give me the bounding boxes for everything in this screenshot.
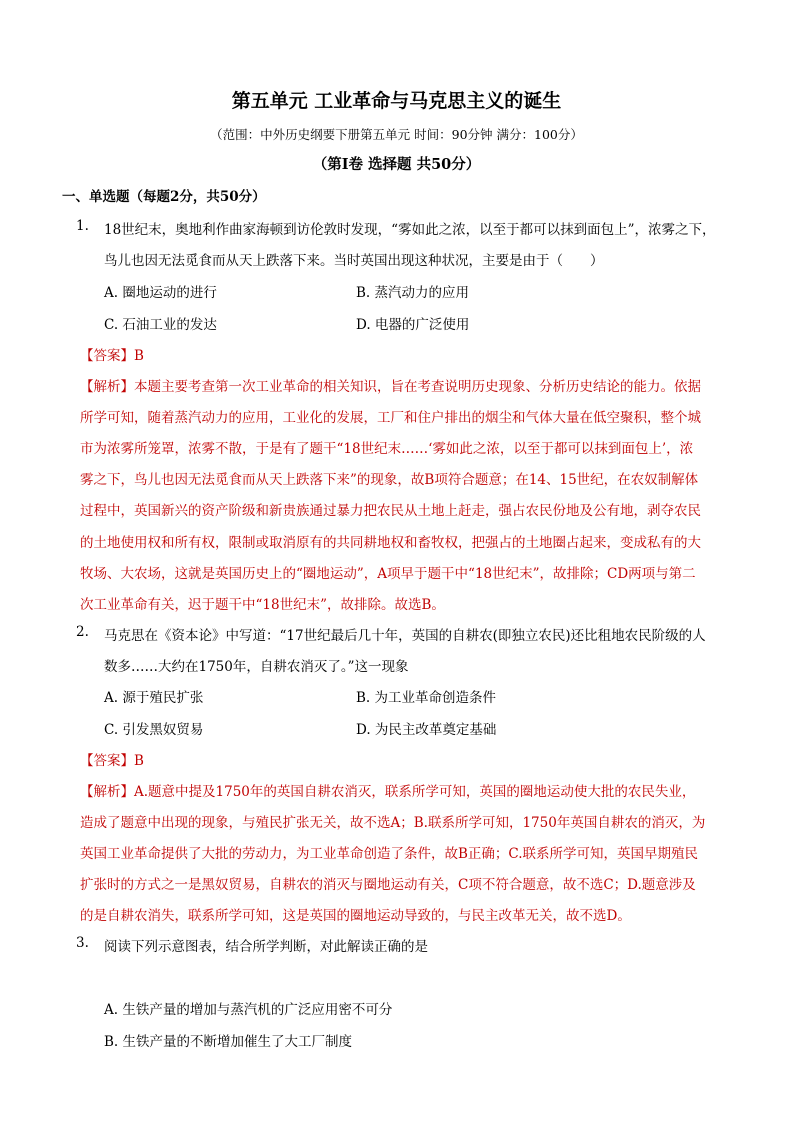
- answer-label: 【答案】: [80, 348, 134, 364]
- answer-label: 【答案】: [80, 753, 134, 769]
- analysis-line: 牧场、大农场，这就是英国历史上的“圈地运动”，A项早于题干中“18世纪末”，故排除；CD两项与第二: [80, 566, 696, 582]
- question-text: 数多……大约在1750年，自耕农消灭了。”这一现象: [104, 659, 409, 675]
- answer: [80, 749, 144, 769]
- volume-heading: （第I卷 选择题 共50分）: [312, 156, 481, 173]
- exam-scope: （范围：中外历史纲要下册第五单元 时间：90分钟 满分：100分）: [210, 127, 583, 142]
- question-text: 18世纪末，奥地利作曲家海顿到访伦敦时发现，“雾如此之浓，以至于都可以抹到面包上”，浓雾之下，: [104, 222, 716, 238]
- analysis-line: 所学可知，随着蒸汽动力的应用，工业化的发展，工厂和住户排出的烟尘和气体大量在低空聚积，整个城: [80, 410, 701, 426]
- answer: [80, 344, 144, 364]
- option-c: C. 石油工业的发达: [104, 317, 217, 333]
- analysis-text: 本题主要考查第一次工业革命的相关知识，旨在考查说明历史现象、分析历史结论的能力。依据: [134, 379, 701, 395]
- option-a: A. 圈地运动的进行: [104, 285, 217, 301]
- analysis-label: 【解析】: [80, 379, 134, 395]
- question-text: 阅读下列示意图表，结合所学判断，对此解读正确的是: [104, 939, 428, 955]
- option-a: A. 源于殖民扩张: [104, 690, 204, 706]
- option-a: A. 生铁产量的增加与蒸汽机的广泛应用密不可分: [104, 1002, 393, 1018]
- question-number: 1.: [76, 218, 89, 234]
- answer-value: B: [134, 348, 144, 364]
- option-c: C. 引发黑奴贸易: [104, 722, 204, 738]
- analysis-line: 英国工业革命提供了大批的劳动力，为工业革命创造了条件，故B正确；C.联系所学可知，英国早期殖民: [80, 846, 699, 862]
- option-b: B. 蒸汽动力的应用: [356, 285, 470, 301]
- analysis-line: [80, 375, 701, 395]
- analysis-line: 造成了题意中出现的现象，与殖民扩张无关，故不选A；B.联系所学可知，1750年英国自耕农的消灭，为: [80, 815, 706, 831]
- analysis-line: 的土地使用权和所有权，限制或取消原有的共同耕地权和畜牧权，把强占的土地圈占起来，变成私有的大: [80, 535, 701, 551]
- question-text: 马克思在《资本论》中写道：“17世纪最后几十年，英国的自耕农(即独立农民)还比租地农民阶级的人: [104, 628, 706, 644]
- option-d: D. 电器的广泛使用: [356, 317, 470, 333]
- option-b: B. 为工业革命创造条件: [356, 690, 497, 706]
- page-title: 第五单元 工业革命与马克思主义的诞生: [231, 90, 562, 112]
- analysis-line: 市为浓雾所笼罩，浓雾不散，于是有了题干“18世纪末……‘雾如此之浓，以至于都可以抹到面包上’，浓: [80, 441, 694, 457]
- analysis-line: 雾之下，鸟儿也因无法觅食而从天上跌落下来”的现象，故B项符合题意；在14、15世纪，在农奴制解体: [80, 472, 699, 488]
- analysis-line: 次工业革命有关，迟于题干中“18世纪末”，故排除。故选B。: [80, 597, 445, 613]
- answer-value: B: [134, 753, 144, 769]
- question-number: 3.: [76, 935, 89, 951]
- analysis-label: 【解析】: [80, 784, 134, 800]
- option-d: D. 为民主改革奠定基础: [356, 722, 497, 738]
- analysis-line: [80, 780, 695, 800]
- option-b: B. 生铁产量的不断增加催生了大工厂制度: [104, 1034, 353, 1050]
- analysis-line: 扩张时的方式之一是黑奴贸易，自耕农的消灭与圈地运动有关，C项不符合题意，故不选C；D.题意涉及: [80, 877, 696, 893]
- section-heading: 一、单选题（每题2分，共50分）: [62, 189, 266, 205]
- analysis-line: 过程中，英国新兴的资产阶级和新贵族通过暴力把农民从土地上赶走，强占农民份地及公有地，剥夺农民: [80, 503, 701, 519]
- analysis-text: A.题意中提及1750年的英国自耕农消灭，联系所学可知，英国的圈地运动使大批的农民失业，: [134, 784, 696, 800]
- analysis-line: 的是自耕农消失，联系所学可知，这是英国的圈地运动导致的，与民主改革无关，故不选D。: [80, 908, 631, 924]
- question-number: 2.: [76, 624, 89, 640]
- question-text: 鸟儿也因无法觅食而从天上跌落下来。当时英国出现这种状况，主要是由于（ ）: [104, 253, 604, 269]
